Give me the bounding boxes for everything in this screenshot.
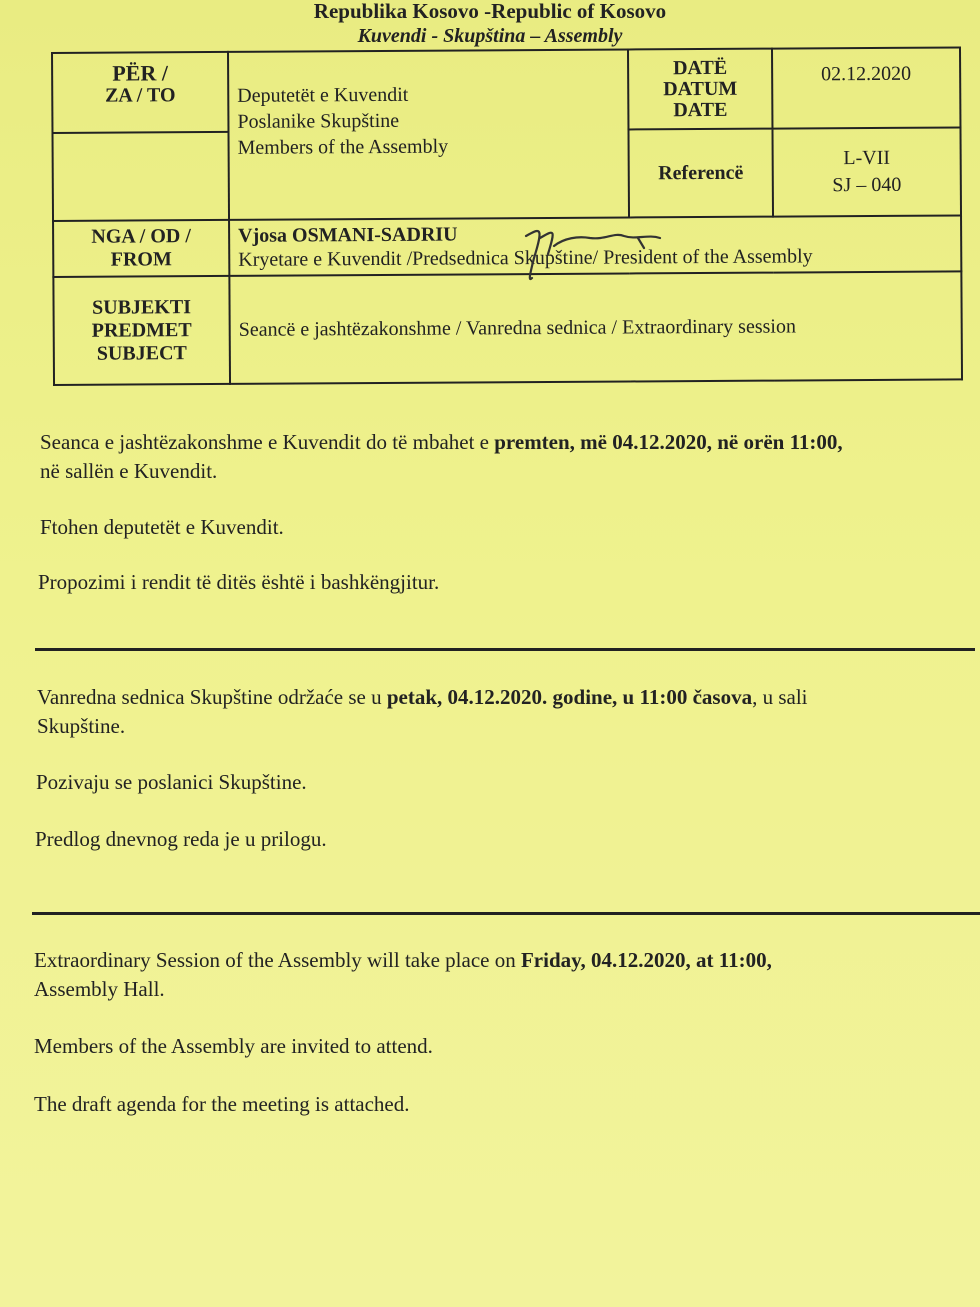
reference-label: Referencë [628,129,773,218]
serbian-paragraph-2: Pozivaju se poslanici Skupštine. [36,770,307,794]
serbian-paragraph-1: Vanredna sednica Skupštine održaće se u petak, 04.12.2020. godine, u 11:00 časova, u sali Skupštine. [37,685,808,738]
date-value: 02.12.2020 [772,47,960,128]
section-divider [32,912,980,915]
english-paragraph-2: Members of the Assembly are invited to attend. [34,1034,433,1058]
to-line: Members of the Assembly [237,135,449,159]
to-label-empty-cell [52,132,229,221]
serbian-paragraph-3: Predlog dnevnog reda je u prilogu. [35,827,327,851]
section-divider [35,648,975,651]
letterhead-institution: Kuvendi - Skupština – Assembly [357,25,623,47]
to-label: PËR / ZA / TO [52,52,228,133]
memo-header-table [51,46,963,386]
sender-role: Kryetare e Kuvendit /Predsednica Skupštine/ President of the Assembly [238,245,813,271]
english-paragraph-1: Extraordinary Session of the Assembly will take place on Friday, 04.12.2020, at 11:00, Assembly Hall. [34,948,772,1001]
subject-label: SUBJEKTI PREDMET SUBJECT [53,276,230,385]
to-line: Poslanike Skupštine [237,109,400,133]
to-recipients [228,49,629,219]
subject-value: Seancë e jashtëzakonshme / Vanredna sednica / Extraordinary session [229,271,962,383]
english-paragraph-3: The draft agenda for the meeting is attached. [34,1092,410,1116]
albanian-paragraph-3: Propozimi i rendit të ditës është i bashkëngjitur. [38,570,440,594]
letterhead-country: Republika Kosovo -Republic of Kosovo [313,0,667,23]
albanian-paragraph-2: Ftohen deputetët e Kuvendit. [40,515,284,539]
letterhead [0,0,980,48]
to-line: Deputetët e Kuvendit [237,83,409,107]
signature-icon [520,218,670,288]
albanian-paragraph-1: Seanca e jashtëzakonshme e Kuvendit do të mbahet e premten, më 04.12.2020, në orën 11:00, në sallën e Kuvendit. [40,430,843,483]
from-label: NGA / OD / FROM [53,220,229,277]
reference-value: L-VII SJ – 040 [772,127,961,216]
sender-name: Vjosa OSMANI-SADRIU [238,223,458,247]
date-label: DATË DATUM DATE [628,49,772,130]
